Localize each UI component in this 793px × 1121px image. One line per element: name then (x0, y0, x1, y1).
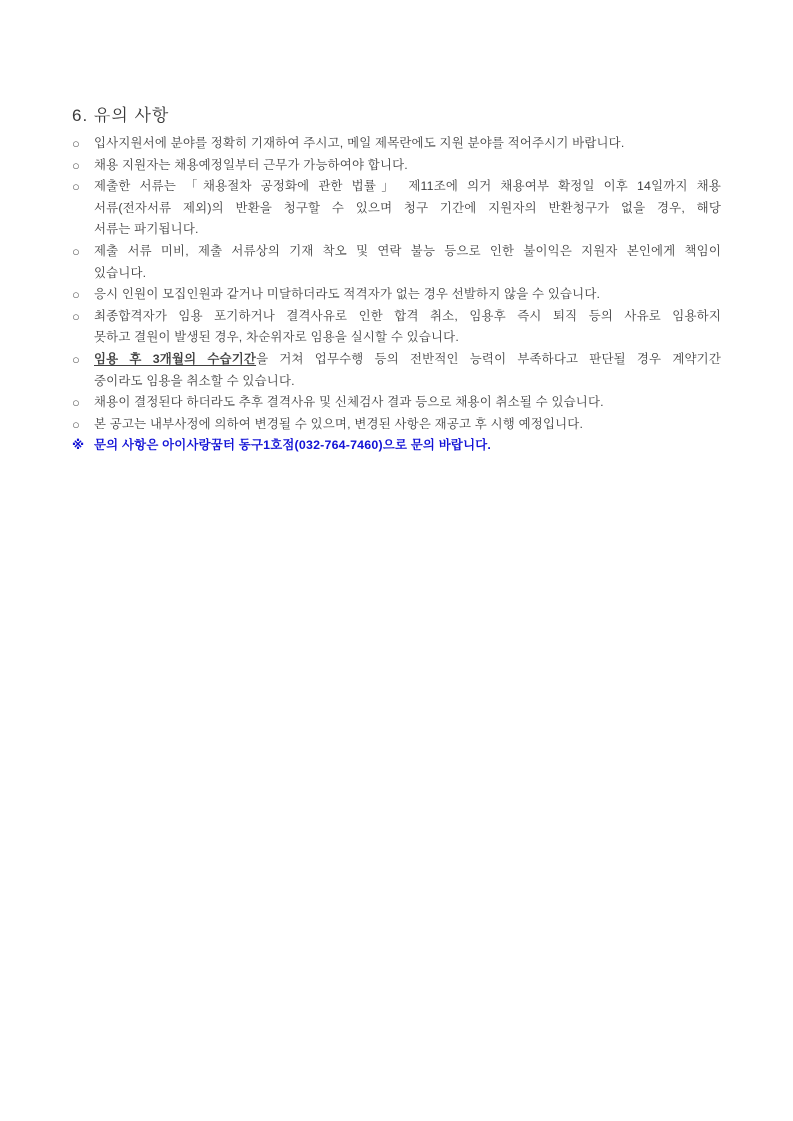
note-item (72, 392, 721, 414)
note-line (94, 371, 721, 393)
contact-note-item (72, 435, 721, 457)
note-line (94, 284, 721, 306)
note-line (94, 349, 721, 371)
notes-list (72, 133, 721, 457)
note-line (94, 414, 721, 436)
section-title: 6. 유의 사항 (72, 106, 170, 125)
note-item (72, 414, 721, 436)
note-text: 있습니다. (94, 265, 147, 280)
note-line (94, 176, 721, 198)
circle-bullet: ○ (72, 157, 81, 173)
note-text: 제출 서류 미비, 제출 서류상의 기재 착오 및 연락 불능 등으로 인한 불이익은 지원자 본인에게 책임이 (94, 243, 721, 258)
circle-bullet: ○ (72, 416, 81, 432)
note-line (94, 155, 721, 177)
notice-section (72, 104, 721, 457)
note-line (94, 306, 721, 328)
note-line (94, 219, 721, 241)
emphasized-text: 임용 후 3개월의 수습기간 (94, 351, 257, 366)
note-item (72, 241, 721, 284)
note-text: 채용 지원자는 채용예정일부터 근무가 가능하여야 합니다. (94, 157, 408, 172)
note-line (94, 435, 721, 457)
note-text: 제출한 서류는 「채용절차 공정화에 관한 법률」 제11조에 의거 채용여부 확정일 이후 14일까지 채용 (94, 179, 721, 194)
note-text: 을 거쳐 업무수행 등의 전반적인 능력이 부족하다고 판단될 경우 계약기간 (256, 351, 721, 366)
note-line (94, 327, 721, 349)
note-text: 응시 인원이 모집인원과 같거나 미달하더라도 적격자가 없는 경우 선발하지 않을 수 있습니다. (94, 287, 601, 302)
note-text: 입사지원서에 분야를 정확히 기재하여 주시고, 메일 제목란에도 지원 분야를 적어주시기 바랍니다. (94, 136, 625, 150)
note-line (94, 133, 721, 155)
note-text: 본 공고는 내부사정에 의하여 변경될 수 있으며, 변경된 사항은 재공고 후 시행 예정입니다. (94, 416, 584, 431)
note-item (72, 176, 721, 241)
note-line (94, 263, 721, 285)
note-item (72, 155, 721, 177)
note-line (94, 198, 721, 220)
note-text: 못하고 결원이 발생된 경우, 차순위자로 임용을 실시할 수 있습니다. (94, 330, 459, 345)
circle-bullet: ○ (72, 351, 81, 367)
circle-bullet: ○ (72, 287, 81, 303)
note-item (72, 284, 721, 306)
circle-bullet: ○ (72, 179, 81, 195)
note-item (72, 133, 721, 155)
circle-bullet: ○ (72, 243, 81, 259)
note-item (72, 306, 721, 349)
reference-mark: ※ (72, 438, 85, 453)
note-text: 채용이 결정된다 하더라도 추후 결격사유 및 신체검사 결과 등으로 채용이 취소될 수 있습니다. (94, 395, 604, 410)
note-line (94, 241, 721, 263)
note-text: 최종합격자가 임용 포기하거나 결격사유로 인한 합격 취소, 임용후 즉시 퇴직 등의 사유로 임용하지 (94, 308, 721, 323)
note-text: 중이라도 임용을 취소할 수 있습니다. (94, 373, 295, 388)
circle-bullet: ○ (72, 136, 81, 151)
circle-bullet: ○ (72, 308, 81, 324)
note-text: 문의 사항은 아이사랑꿈터 동구1호점(032-764-7460)으로 문의 바랍니다. (94, 438, 492, 453)
circle-bullet: ○ (72, 395, 81, 411)
note-text: 서류는 파기됩니다. (94, 222, 199, 237)
note-line (94, 392, 721, 414)
note-text: 서류(전자서류 제외)의 반환을 청구할 수 있으며 청구 기간에 지원자의 반환청구가 없을 경우, 해당 (94, 200, 721, 215)
note-item (72, 349, 721, 392)
